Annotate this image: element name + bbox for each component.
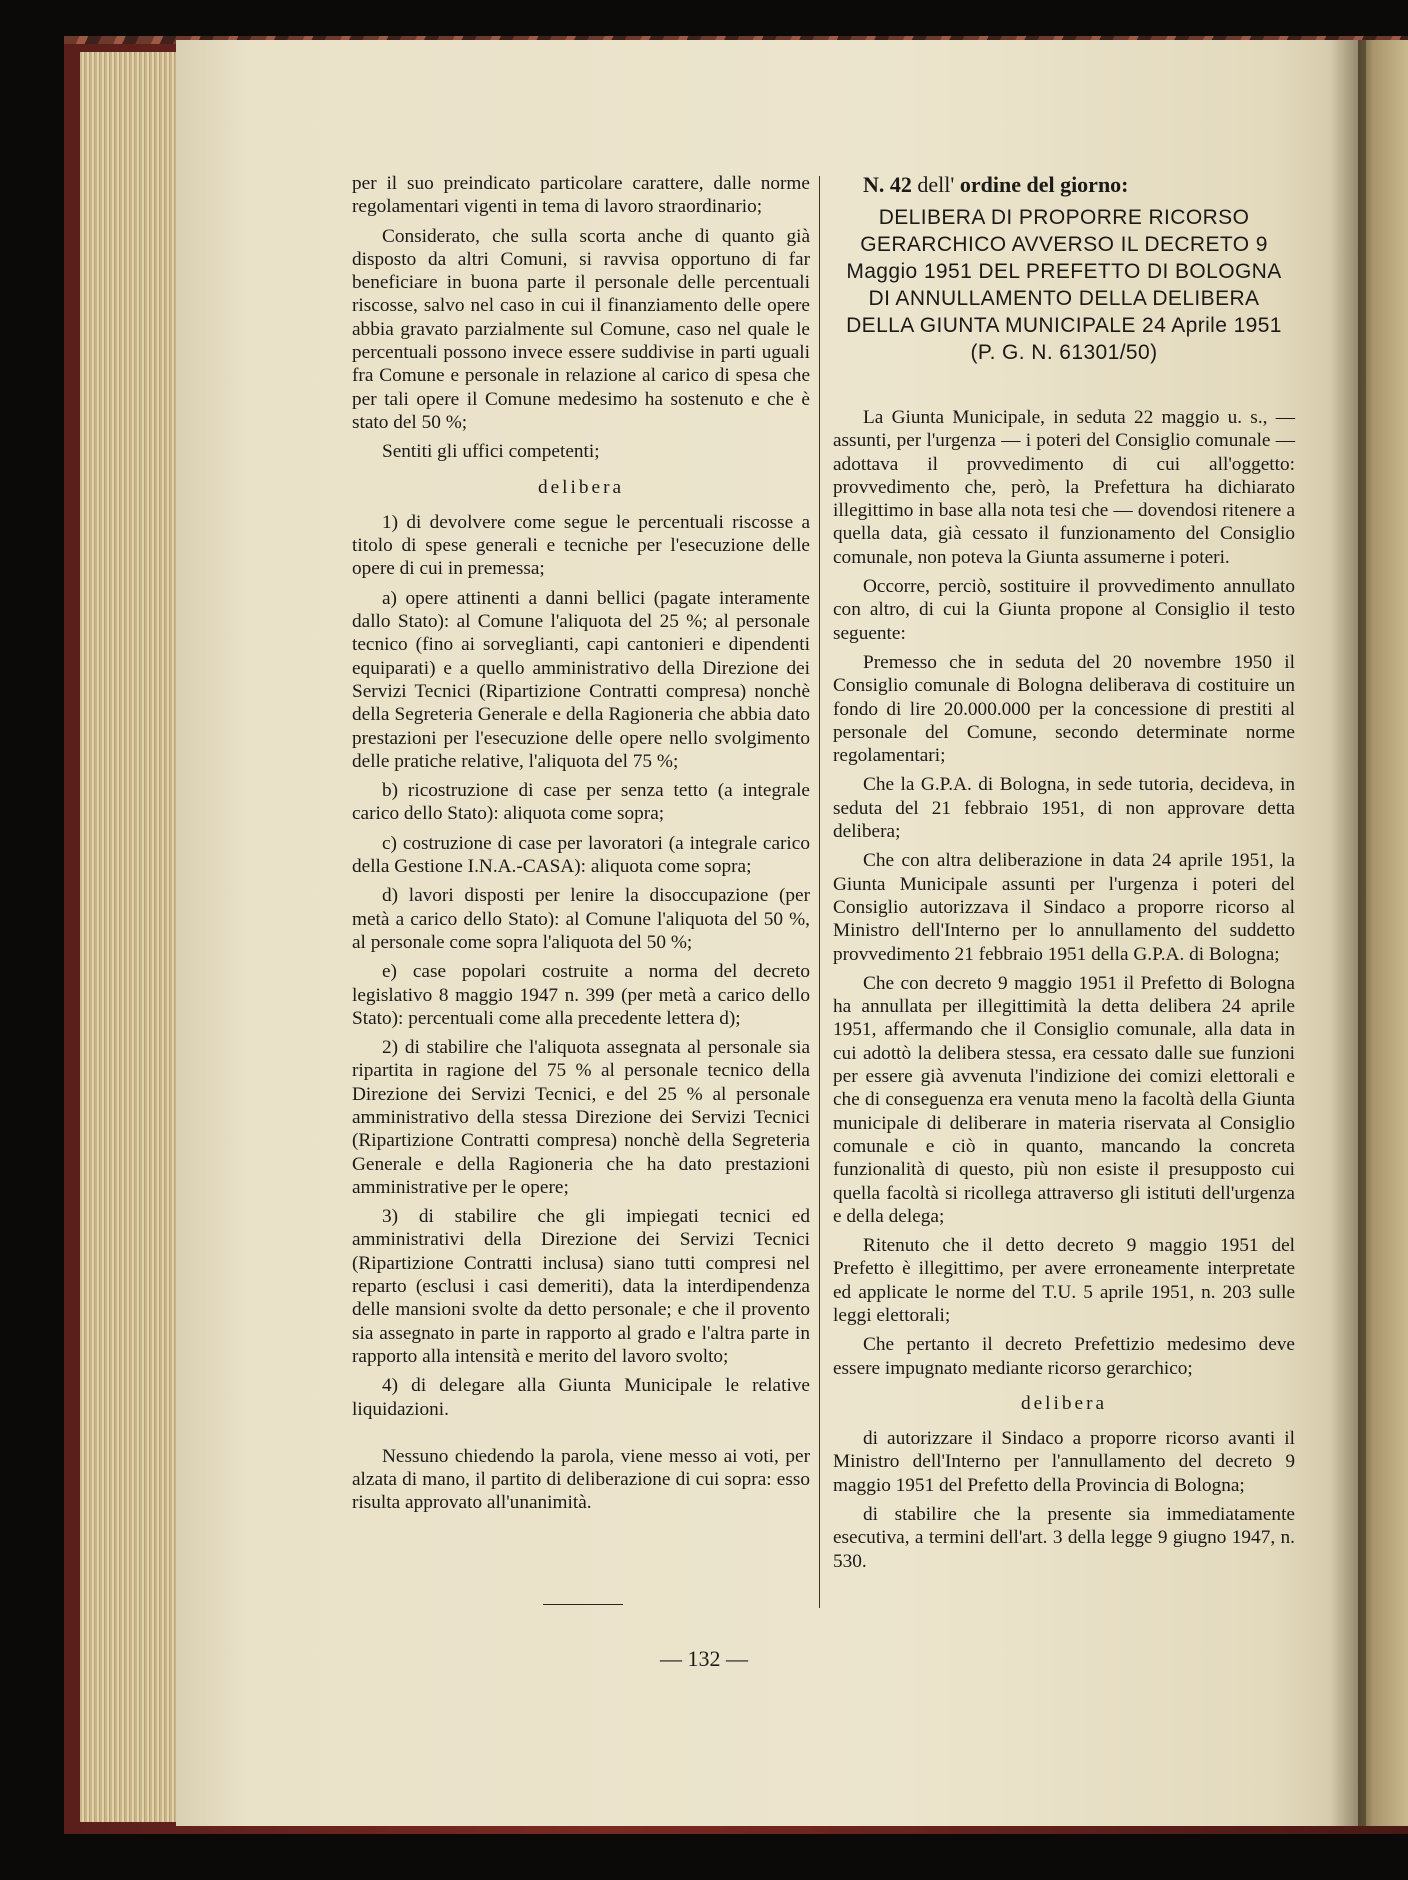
- left-column: [352, 172, 810, 1521]
- paragraph: c) costruzione di case per lavoratori (a integrale carico della Gestione I.N.A.-CASA): aliquota come sopra;: [352, 832, 810, 878]
- end-rule: [543, 1604, 623, 1605]
- resolution-title: DELIBERA DI PROPORRE RICORSO GERARCHICO AVVERSO IL DECRETO 9 Maggio 1951 DEL PREFETTO DI BOLOGNA DI ANNULLAMENTO DELLA DELIBERA DELLA GIUNTA MUNICIPALE 24 Aprile 1951 (P. G. N. 61301/50): [846, 206, 1282, 364]
- paragraph: 4) di delegare alla Giunta Municipale le relative liquidazioni.: [352, 1375, 810, 1420]
- page-number: — 132 —: [660, 1646, 748, 1671]
- paragraph: Considerato, che sulla scorta anche di quanto già disposto da altri Comuni, si ravvisa opportuno di far beneficiare in buona parte il personale delle percentuali riscosse, salvo nel caso in cui il finanziamento delle opere abbia gravato parzialmente sul Comune, caso nel quale le percentuali possono invece essere suddivise in parti uguali fra Comune e personale in relazione al carico di spesa che per tali opere il Comune medesimo ha sostenuto e che è stato del 50 %;: [352, 225, 810, 433]
- paragraph: a) opere attinenti a danni bellici (pagate interamente dallo Stato): al Comune l'aliquota del 25 %; al personale tecnico (fino ai sorveglianti, capi cantonieri e dipendenti equiparati) e a quello amministrativo della Direzione dei Servizi Tecnici (Ripartizione Contratti compresa) nonchè della Segreteria Generale e della Ragioneria che abbia dato prestazioni per l'esecuzione delle opere nello svolgimento delle pratiche relative, l'aliquota del 75 %;: [352, 587, 810, 772]
- delibera-heading: delibera: [537, 476, 625, 498]
- paragraph: di stabilire che la presente sia immediatamente esecutiva, a termini dell'art. 3 della legge 9 giugno 1947, n. 530.: [833, 1504, 1295, 1572]
- gutter-shadow: [1330, 40, 1366, 1826]
- paragraph: di autorizzare il Sindaco a proporre ricorso avanti il Ministro dell'Interno per l'annullamento del decreto 9 maggio 1951 del Prefetto della Provincia di Bologna;: [833, 1428, 1295, 1496]
- paragraph: b) ricostruzione di case per senza tetto (a integrale carico dello Stato): aliquota come sopra;: [352, 780, 810, 825]
- paragraph: Premesso che in seduta del 20 novembre 1950 il Consiglio comunale di Bologna deliberava di costituire un fondo di lire 20.000.000 per la concessione di prestiti al personale del Comune, secondo determinate norme regolamentari;: [833, 651, 1295, 767]
- paragraph: Sentiti gli uffici competenti;: [382, 441, 600, 463]
- agenda-item-heading: [833, 172, 1295, 198]
- paragraph: 3) di stabilire che gli impiegati tecnici ed amministrativi della Direzione dei Servizi Tecnici (Ripartizione Contratti inclusa) siano tutti compresi nel reparto (esclusi i casi demeriti), data la interdipendenza delle mansioni svolte da detto personale; e che il provento sia assegnato in parte in rapporto al grado e l'altra parte in rapporto alla intensità e merito del lavoro svolto;: [352, 1206, 810, 1367]
- paragraph: Ritenuto che il detto decreto 9 maggio 1951 del Prefetto è illegittimo, per avere erroneamente interpretate ed applicate le norme del T.U. 5 aprile 1951, n. 203 sulle leggi elettorali;: [833, 1235, 1295, 1326]
- page-edges: [80, 52, 188, 1822]
- paragraph: La Giunta Municipale, in seduta 22 maggio u. s., — assunti, per l'urgenza — i poteri del Consiglio comunale — adottava il provvedimento di cui all'oggetto: provvedimento che, però, la Prefettura ha dichiarato illegittimo in base alla nota tesi che — dovendosi ritenere a quella data, già cessato il funzionamento del Consiglio comunale, non poteva la Giunta assumerne i poteri.: [833, 407, 1295, 568]
- paragraph: e) case popolari costruite a norma del decreto legislativo 8 maggio 1947 n. 399 (per metà a carico dello Stato): percentuali come alla precedente lettera d);: [352, 961, 810, 1029]
- paragraph: Occorre, perciò, sostituire il provvedimento annullato con altro, di cui la Giunta propone al Consiglio il testo seguente:: [833, 576, 1295, 644]
- paragraph: Che con decreto 9 maggio 1951 il Prefetto di Bologna ha annullata per illegittimità la detta delibera 24 aprile 1951, affermando che il Consiglio comunale, alla data in cui adottò la delibera stessa, era cessato dalle sue funzioni per essere già avvenuta l'indizione dei comizi elettorali e che di conseguenza era venuta meno la facoltà della Giunta municipale di deliberare in materia riservata al Consiglio comunale e ciò in quanto, mancando la concreta funzionalità di questo, più non esiste il presupposto cui quella facoltà si ricollega attraverso gli istituti dell'urgenza e della delega;: [833, 972, 1295, 1227]
- paragraph: Che pertanto il decreto Prefettizio medesimo deve essere impugnato mediante ricorso gerarchico;: [833, 1334, 1295, 1379]
- agenda-item-label: ordine del giorno:: [959, 172, 1129, 197]
- delibera-heading: delibera: [1020, 1392, 1108, 1414]
- right-column: [833, 172, 1295, 1579]
- paragraph: 1) di devolvere come segue le percentuali riscosse a titolo di spese generali e tecniche per l'esecuzione delle opere di cui in premessa;: [352, 511, 810, 580]
- paragraph: 2) di stabilire che l'aliquota assegnata al personale sia ripartita in ragione del 75 % al personale tecnico della Direzione dei Servizi Tecnici, e del 25 % al personale amministrativo della stessa Direzione dei Servizi Tecnici (Ripartizione Contratti compresa) nonchè della Segreteria Generale e della Ragioneria che ha dato prestazioni amministrative per le opere;: [352, 1037, 810, 1198]
- paragraph: Nessuno chiedendo la parola, viene messo ai voti, per alzata di mano, il partito di deliberazione di cui sopra: esso risulta approvato all'unanimità.: [352, 1445, 810, 1514]
- right-column-body: [833, 406, 1295, 1573]
- paragraph: per il suo preindicato particolare carattere, dalle norme regolamentari vigenti in tema di lavoro straordinario;: [352, 173, 810, 218]
- column-divider: [819, 176, 820, 1608]
- agenda-item-connector: dell': [917, 172, 955, 197]
- paragraph: d) lavori disposti per lenire la disoccupazione (per metà a carico dello Stato): al Comune l'aliquota del 50 %, al personale come sopra l'aliquota del 50 %;: [352, 885, 810, 953]
- agenda-item-number: N. 42: [863, 172, 912, 197]
- paragraph: Che con altra deliberazione in data 24 aprile 1951, la Giunta Municipale assunti per l'urgenza i poteri del Consiglio autorizzava il Sindaco a proporre ricorso al Ministro dell'Interno per lo annullamento del suddetto provvedimento 21 febbraio 1951 della G.P.A. di Bologna;: [833, 850, 1295, 965]
- paragraph: Che la G.P.A. di Bologna, in sede tutoria, decideva, in seduta del 21 febbraio 1951, di non approvare detta delibera;: [833, 774, 1295, 843]
